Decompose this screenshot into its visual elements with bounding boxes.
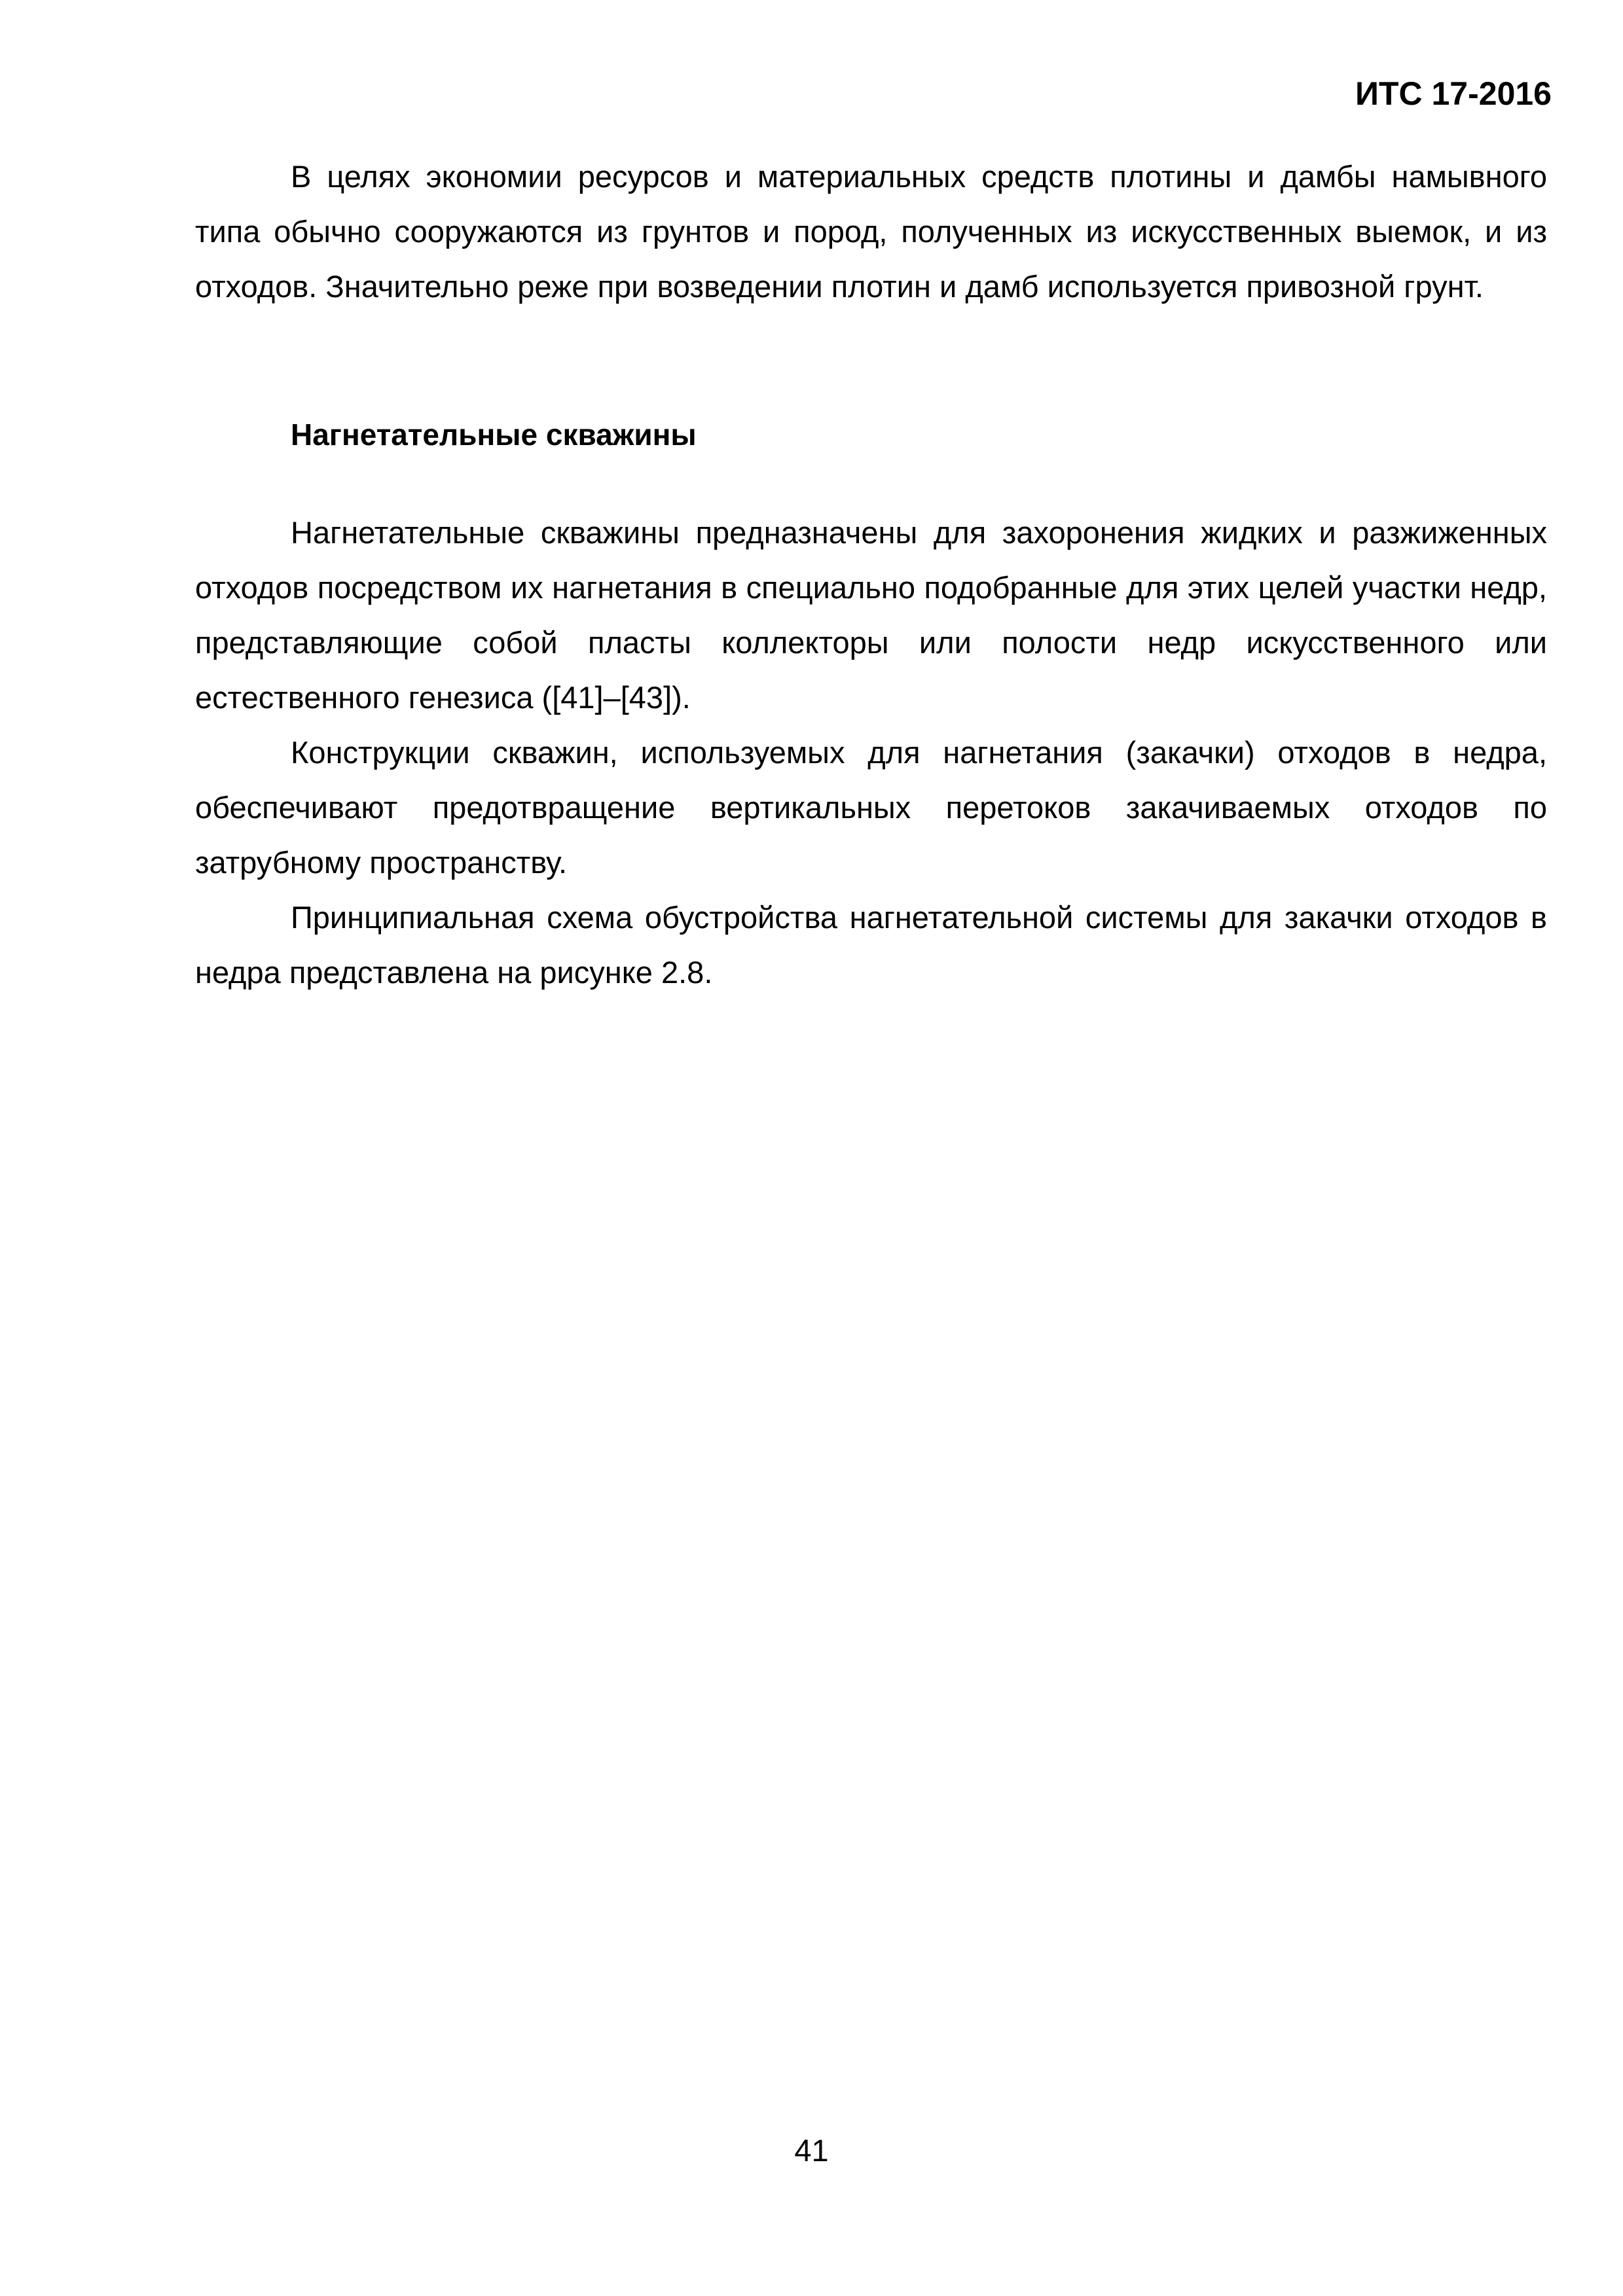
document-code-header: ИТС 17-2016 [1355, 75, 1552, 112]
paragraph-wells-purpose: Нагнетательные скважины предназначены для захоронения жидких и разжиженных отходов посредством их нагнетания в специально подобранные для этих целей участки недр, представляющие собой пласты коллекторы или полости недр искусственного или естественного генезиса ([41]–[43]). [195, 515, 1547, 715]
intro-text-block [195, 149, 1547, 314]
paragraph-figure-reference: Принципиальная схема обустройства нагнетательной системы для закачки отходов в недра представлена на рисунке 2.8. [195, 900, 1547, 990]
section-heading-injection-wells: Нагнетательные скважины [291, 418, 697, 452]
paragraph-dam-materials: В целях экономии ресурсов и материальных средств плотины и дамбы намывного типа обычно сооружаются из грунтов и пород, полученных из искусственных выемок, и из отходов. Значительно реже при возведении плотин и дамб используется привозной грунт. [195, 159, 1547, 304]
page-number: 41 [794, 2133, 829, 2168]
injection-wells-text-block [195, 505, 1547, 1000]
paragraph-wells-construction: Конструкции скважин, используемых для нагнетания (закачки) отходов в недра, обеспечивают предотвращение вертикальных перетоков закачиваемых отходов по затрубному пространству. [195, 735, 1547, 880]
